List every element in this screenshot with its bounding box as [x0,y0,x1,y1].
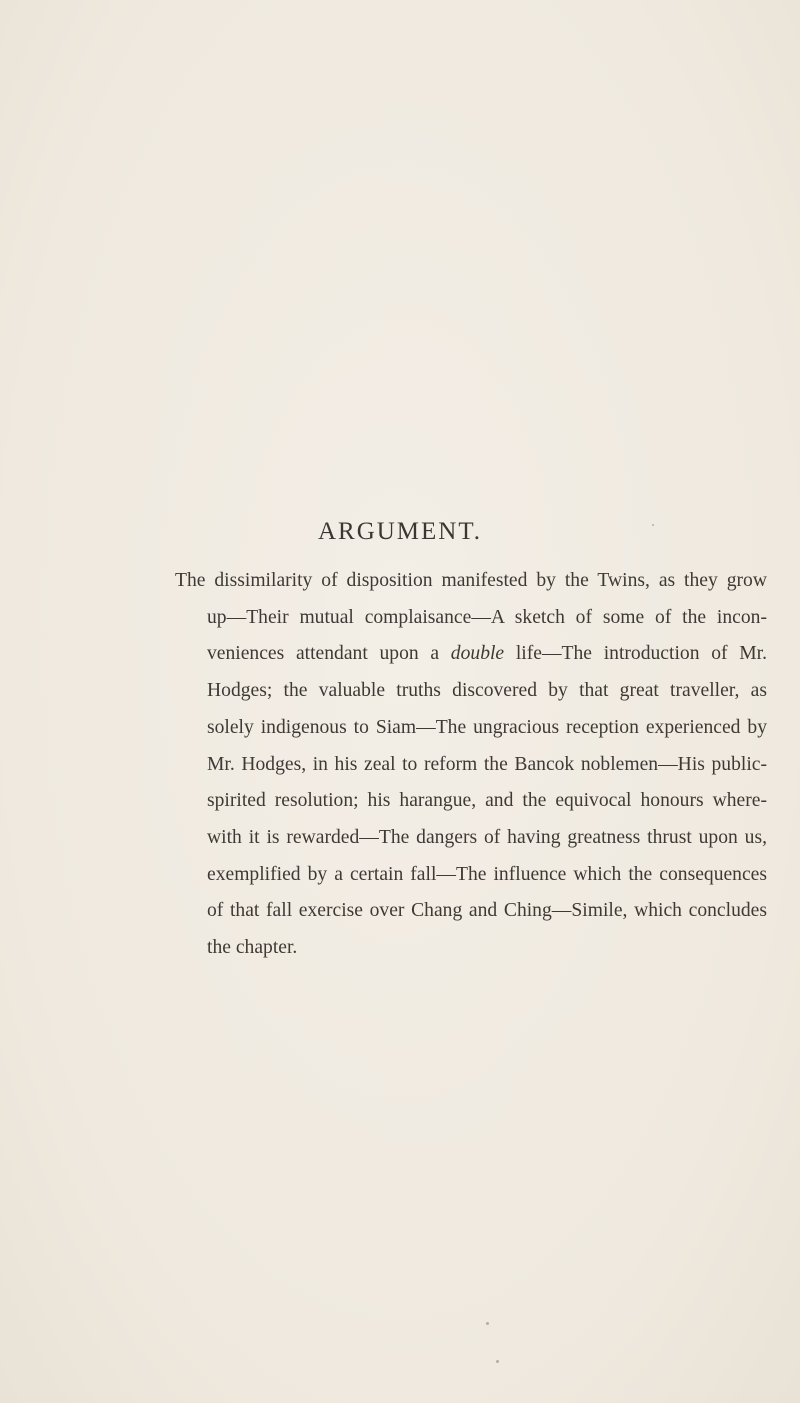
paper-speck [652,524,654,526]
argument-line-6: Mr. Hodges, in his zeal to reform the Bancok noblemen—His public- [207,753,767,775]
argument-line-9: exemplified by a certain fall—The influence which the consequences [207,863,767,885]
argument-line-4: Hodges; the valuable truths discovered by that great traveller, as [207,680,767,702]
argument-line-8: with it is rewarded—The dangers of having greatness thrust upon us, [207,826,767,848]
argument-line-10: of that fall exercise over Chang and Ching—Simile, which concludes [207,900,767,922]
argument-line-2: up—Their mutual complaisance—A sketch of some of the incon- [207,606,767,628]
argument-line-3 [207,636,767,673]
argument-line-3-start: veniences attendant upon a [207,643,451,665]
italic-word: double [450,643,505,665]
paper-speck [496,1360,499,1363]
paper-speck [486,1322,489,1325]
argument-paragraph [175,563,767,967]
page-heading: ARGUMENT. [317,518,483,545]
argument-line-5: solely indigenous to Siam—The ungracious reception experienced by [207,716,767,738]
argument-line-7: spirited resolution; his harangue, and the equivocal honours where- [207,790,767,812]
argument-line-11: the chapter. [207,937,298,959]
argument-line-3-end: life—The introduction of Mr. [504,643,767,665]
argument-line-1: The dissimilarity of disposition manifested by the Twins, as they grow [175,570,767,591]
